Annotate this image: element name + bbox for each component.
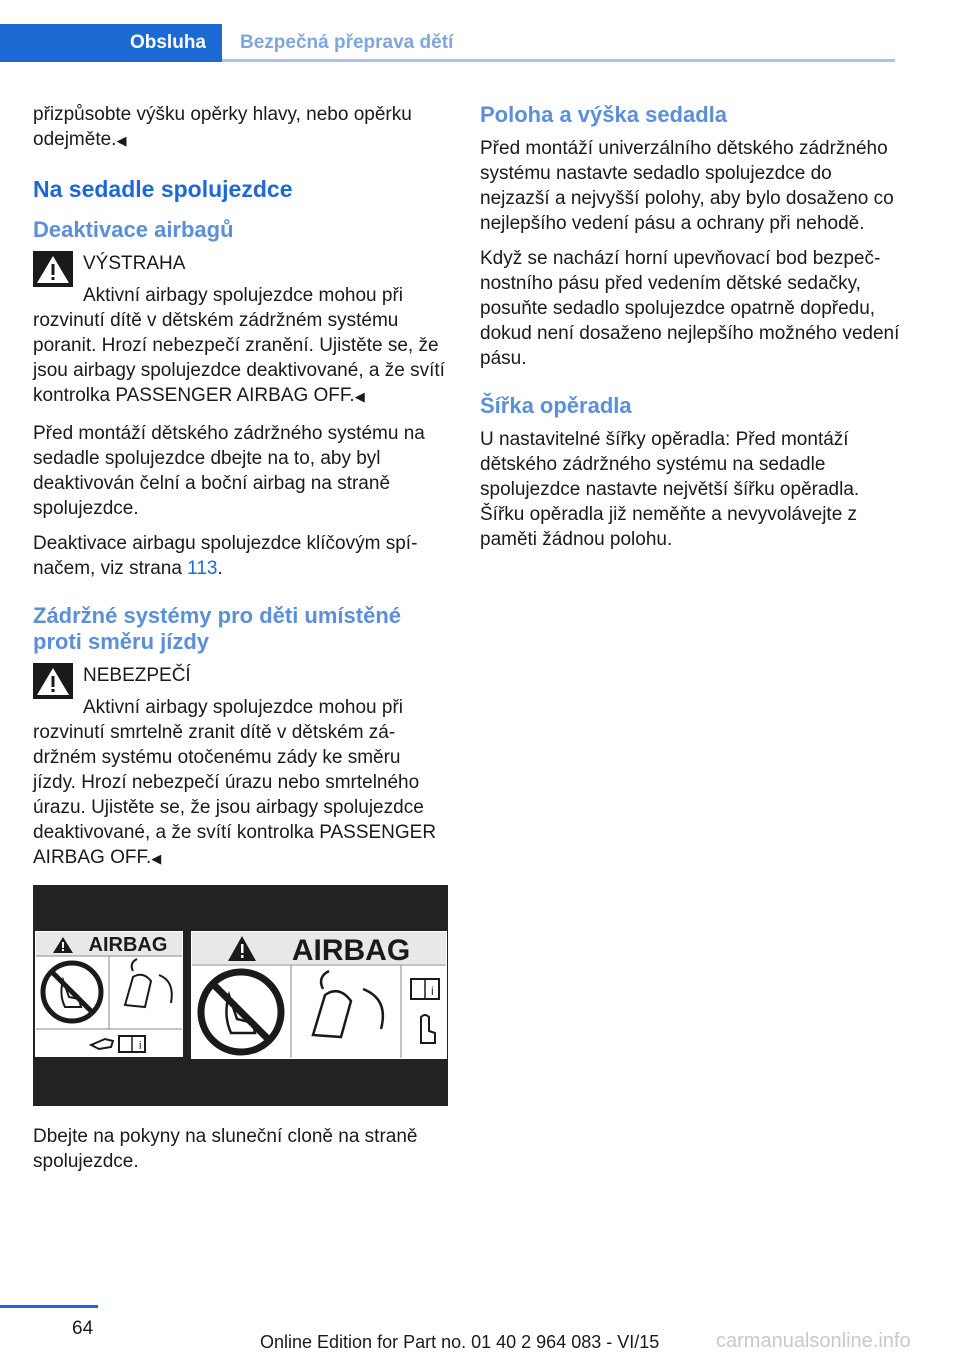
heading-rear-facing: Zádržné systémy pro děti umístěné proti směru jízdy [33,603,401,654]
warning-2-body: Aktivní airbagy spolujezdce mohou při rozvinutí smrtelně zranit dítě v dětském zádržném systému otočenému zády ke směru jízdy. Hrozí nebezpečí úrazu nebo smrtelného úrazu. Ujistěte se, že jsou airbagy spolujezdce deaktivované, a že svítí kontrolka PASSENGER AIRBAG OFF. [33,697,437,868]
paragraph-before-install: Před montáží dětského zádržného systému na sedadle spolujezdce dbejte na to, aby byl deaktivován čelní a boční airbag na straně spolujezdce. [33,423,425,519]
warning-box-2 [33,663,448,871]
warning-triangle-icon [33,251,73,287]
key-switch-period: . [217,558,223,579]
page-link-113[interactable]: 113 [187,558,218,579]
end-mark: ◀ [151,851,162,866]
tab-obsluha-label: Obsluha [129,32,206,53]
key-switch-text: Deaktivace airbagu spolujezdce klíčovým spínačem, viz strana [33,533,418,579]
warning-2-title: NEBEZPEČÍ [83,665,191,686]
svg-text:i: i [431,984,434,998]
warning-2-text [33,695,448,871]
figure-caption: Dbejte na pokyny na sluneční cloně na straně spolujezdce. [33,1126,418,1172]
end-mark: ◀ [116,133,127,148]
paragraph-belt-anchor: Když se nachází horní upevňovací bod bezpečnostního pásu před vedením dětské sedačky, posuňte sedadlo spolujezdce opatrně dopředu, dokud není dosaženo nejlepšího možného vedení pásu. [480,248,900,369]
airbag-label-illustration [33,885,448,1106]
page-number: 64 [72,1318,94,1339]
warning-1-text [33,283,448,409]
paragraph-backrest-width: U nastavitelné šířky opěradla: Před montáží dětského zádržného systému na sedadle spolujezdce nastavte největší šířku opěradla. Šířku opěradla již neměňte a nevyvolávejte z paměti žádnou polohu. [480,429,860,550]
paragraph-seat-adjust: Před montáží univerzálního dětského zádržného systému nastavte sedadlo spolujezdce do nejzazší a nejvyšší polohy, aby bylo dosaženo co nejlepšího vedení pásu a ochrany při nehodě. [480,138,894,234]
page-header [0,0,960,62]
tab-safe-child-transport-label: Bezpečná přeprava dětí [240,32,454,53]
large-label-text: AIRBAG [291,934,411,967]
intro-text: přizpůsobte výšku opěrky hlavy, nebo opěrku odejměte. [33,104,412,150]
paragraph-key-switch [33,531,448,581]
small-label-text: AIRBAG [88,934,168,956]
left-column [33,102,448,1184]
heading-seat-position: Poloha a výška sedadla [480,102,728,127]
end-mark: ◀ [354,389,365,404]
footer-rule [0,1305,98,1308]
header-rule [222,59,895,62]
svg-text:i: i [139,1040,142,1052]
heading-airbag-deactivation: Deaktivace airbagů [33,217,234,242]
edition-note: Online Edition for Part no. 01 40 2 964 083 - VI/15 [260,1332,660,1352]
intro-paragraph [33,102,448,153]
warning-triangle-icon [33,663,73,699]
tab-obsluha[interactable] [0,24,222,62]
heading-backrest-width: Šířka opěradla [480,393,632,418]
airbag-label-figure [33,885,448,1106]
tab-safe-child-transport[interactable] [240,24,453,62]
right-column [480,102,900,562]
warning-box-1 [33,251,448,409]
heading-passenger-seat: Na sedadle spolujezdce [33,176,293,202]
warning-1-title: VÝSTRAHA [83,253,186,274]
watermark: carmanualsonline.info [716,1330,911,1352]
warning-1-body: Aktivní airbagy spolujezdce mohou při rozvinutí dítě v dětském zádržném systému poranit. Hrozí nebezpečí zranění. Ujistěte se, že jsou airbagy spolujezdce deaktivované, a že svítí kontrolka PASSENGER AIRBAG OFF. [33,285,445,406]
